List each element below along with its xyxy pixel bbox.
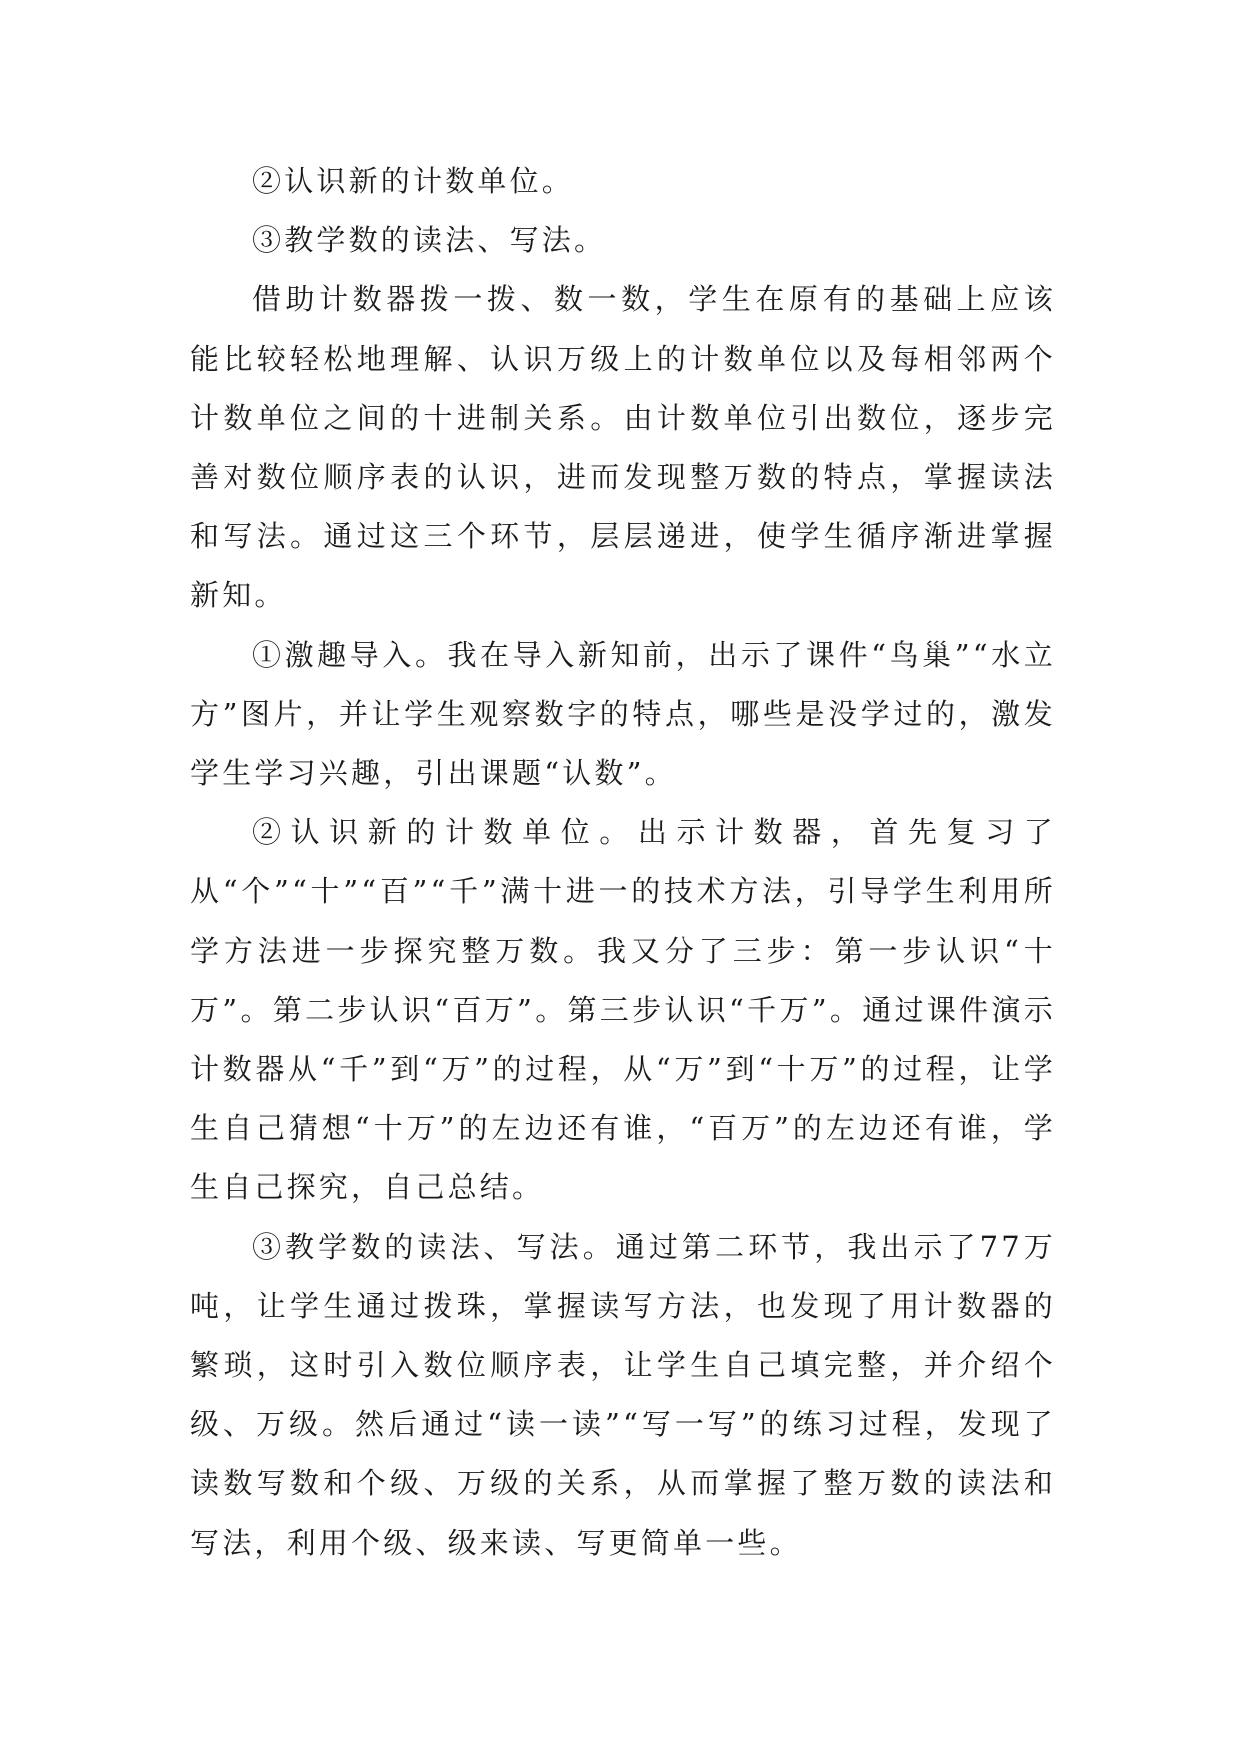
paragraph-summary: 借助计数器拨一拨、数一数，学生在原有的基础上应该能比较轻松地理解、认识万级上的计数单位以及每相邻两个计数单位之间的十进制关系。由计数单位引出数位，逐步完善对数位顺序表的认识，进而发现整万数的特点，掌握读法和写法。通过这三个环节，层层递进，使学生循序渐进掌握新知。 (190, 282, 1056, 613)
paragraph-step-1: ①激趣导入。我在导入新知前，出示了课件“鸟巢”“水立方”图片，并让学生观察数字的特点，哪些是没学过的，激发学生学习兴趣，引出课题“认数”。 (190, 637, 1056, 791)
document-body (190, 152, 1056, 1573)
paragraph-heading-3: ③教学数的读法、写法。 (252, 223, 607, 258)
paragraph-step-2: ②认识新的计数单位。出示计数器，首先复习了从“个”“十”“百”“千”满十进一的技术方法，引导学生利用所学方法进一步探究整万数。我又分了三步：第一步认识“十万”。第二步认识“百万”。第三步认识“千万”。通过课件演示计数器从“千”到“万”的过程，从“万”到“十万”的过程，让学生自己猜想“十万”的左边还有谁，“百万”的左边还有谁，学生自己探究，自己总结。 (190, 815, 1056, 1205)
paragraph-step-3: ③教学数的读法、写法。通过第二环节，我出示了77万吨，让学生通过拨珠，掌握读写方法，也发现了用计数器的繁琐，这时引入数位顺序表，让学生自己填完整，并介绍个级、万级。然后通过“读一读”“写一写”的练习过程，发现了读数写数和个级、万级的关系，从而掌握了整万数的读法和写法，利用个级、级来读、写更简单一些。 (190, 1229, 1056, 1560)
paragraph-heading-2: ②认识新的计数单位。 (252, 164, 575, 198)
